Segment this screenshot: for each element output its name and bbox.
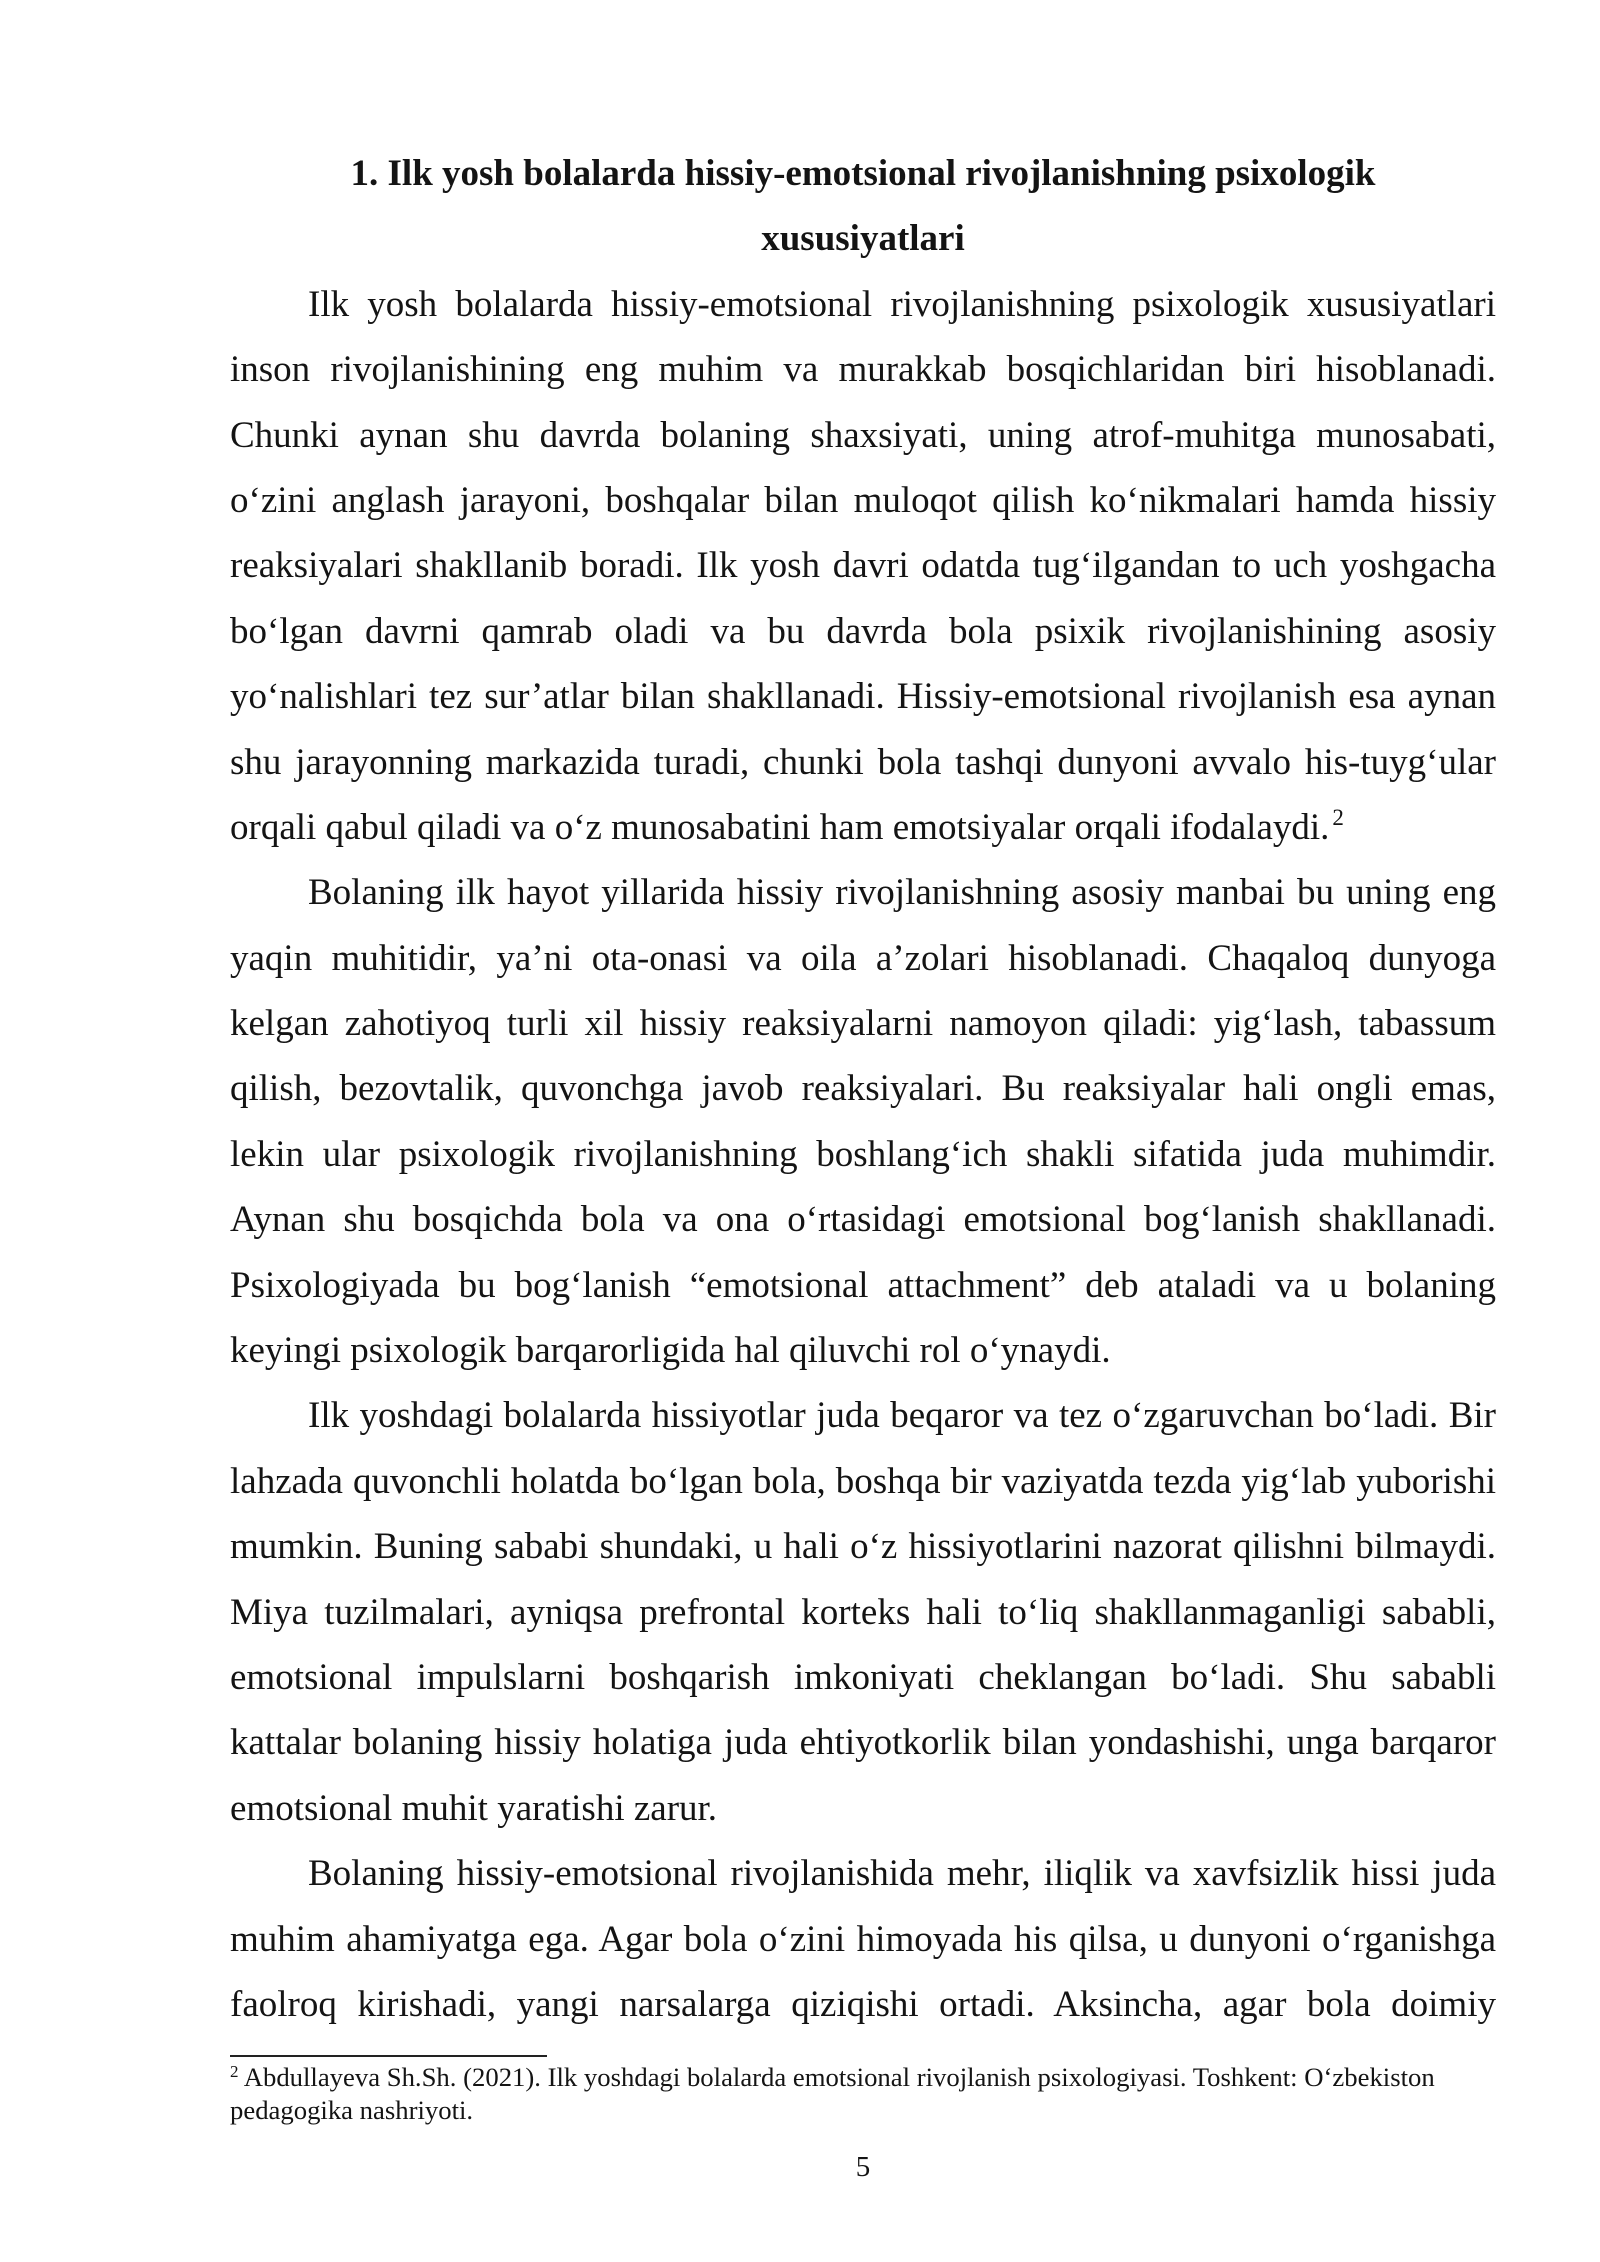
paragraph-line: emotsional impulslarni boshqarish imkoniyati cheklangan bo‘ladi. Shu sababli xyxy=(230,1656,1496,1698)
paragraph-line: faolroq kirishadi, yangi narsalarga qiziqishi ortadi. Aksincha, agar bola doimiy xyxy=(230,1983,1496,2025)
paragraph-line: Psixologiyada bu bog‘lanish “emotsional attachment” deb ataladi va u bolaning xyxy=(230,1264,1496,1306)
paragraph-line: Miya tuzilmalari, ayniqsa prefrontal korteks hali to‘liq shakllanmaganligi sababli, xyxy=(230,1591,1496,1633)
paragraph xyxy=(230,860,1496,1383)
paragraph-line: kattalar bolaning hissiy holatiga juda ehtiyotkorlik bilan yondashishi, unga barqaror xyxy=(230,1722,1496,1764)
paragraph-line: lekin ular psixologik rivojlanishning boshlang‘ich shakli sifatida juda muhimdir. xyxy=(230,1133,1496,1175)
section-heading-line: xususiyatlari xyxy=(761,218,965,260)
paragraph-line: mumkin. Buning sababi shundaki, u hali o‘z hissiyotlarini nazorat qilishni bilmaydi. xyxy=(230,1526,1496,1568)
paragraph-line: Chunki aynan shu davrda bolaning shaxsiyati, uning atrof-muhitga munosabati, xyxy=(230,414,1496,456)
paragraph-line xyxy=(230,795,1496,860)
footnote-separator xyxy=(230,2055,547,2057)
section-heading-line: 1. Ilk yosh bolalarda hissiy-emotsional rivojlanishning psixologik xyxy=(350,153,1376,194)
section-heading xyxy=(230,141,1496,272)
paragraph-line: Bolaning hissiy-emotsional rivojlanishida mehr, iliqlik va xavfsizlik hissi juda xyxy=(308,1853,1496,1895)
paragraph-line: yo‘nalishlari tez sur’atlar bilan shakllanadi. Hissiy-emotsional rivojlanish esa aynan xyxy=(230,676,1496,718)
paragraph-line-text: orqali qabul qiladi va o‘z munosabatini ham emotsiyalar orqali ifodalaydi. xyxy=(230,806,1330,848)
paragraph-line: keyingi psixologik barqarorligida hal qiluvchi rol o‘ynaydi. xyxy=(230,1330,1111,1372)
paragraph-line: Ilk yoshdagi bolalarda hissiyotlar juda beqaror va tez o‘zgaruvchan bo‘ladi. Bir xyxy=(308,1395,1496,1437)
footnote-marker: 2 xyxy=(230,2062,239,2081)
paragraph-line: inson rivojlanishining eng muhim va murakkab bosqichlaridan biri hisoblanadi. xyxy=(230,349,1496,391)
paragraph-line: reaksiyalari shakllanib boradi. Ilk yosh davri odatda tug‘ilgandan to uch yoshgacha xyxy=(230,545,1496,587)
paragraph-line: Ilk yosh bolalarda hissiy-emotsional rivojlanishning psixologik xususiyatlari xyxy=(308,283,1496,325)
paragraph-line: bo‘lgan davrni qamrab oladi va bu davrda bola psixik rivojlanishining asosiy xyxy=(230,610,1496,652)
paragraph-line: Aynan shu bosqichda bola va ona o‘rtasidagi emotsional bog‘lanish shakllanadi. xyxy=(230,1199,1496,1241)
paragraph xyxy=(230,272,1496,861)
page-number: 5 xyxy=(855,2151,871,2183)
paragraph-line: lahzada quvonchli holatda bo‘lgan bola, boshqa bir vaziyatda tezda yig‘lab yuborishi xyxy=(230,1460,1496,1502)
paragraph-line: Bolaning ilk hayot yillarida hissiy rivojlanishning asosiy manbai bu uning eng xyxy=(308,872,1496,914)
footnote-line xyxy=(230,2061,1496,2094)
document-body xyxy=(230,141,1496,2037)
paragraph-line: yaqin muhitidir, ya’ni ota-onasi va oila a’zolari hisoblanadi. Chaqaloq dunyoga xyxy=(230,937,1496,979)
paragraph-line: shu jarayonning markazida turadi, chunki bola tashqi dunyoni avvalo his-tuyg‘ular xyxy=(230,741,1496,783)
paragraph-line: qilish, bezovtalik, quvonchga javob reaksiyalari. Bu reaksiyalar hali ongli emas, xyxy=(230,1068,1496,1110)
footnote-reference: 2 xyxy=(1332,804,1344,830)
paragraph xyxy=(230,1383,1496,1841)
paragraph-line: emotsional muhit yaratishi zarur. xyxy=(230,1787,718,1829)
paragraph-line: o‘zini anglash jarayoni, boshqalar bilan muloqot qilish ko‘nikmalari hamda hissiy xyxy=(230,479,1496,521)
footnote-line-text: Abdullayeva Sh.Sh. (2021). Ilk yoshdagi bolalarda emotsional rivojlanish psixologiyasi. Toshkent: O‘zbekiston xyxy=(243,2062,1435,2092)
paragraph-line: muhim ahamiyatga ega. Agar bola o‘zini himoyada his qilsa, u dunyoni o‘rganishga xyxy=(230,1918,1496,1960)
footnote-line: pedagogika nashriyoti. xyxy=(230,2095,474,2125)
footnote xyxy=(230,2061,1496,2127)
paragraph xyxy=(230,1841,1496,2037)
paragraph-line: kelgan zahotiyoq turli xil hissiy reaksiyalarni namoyon qiladi: yig‘lash, tabassum xyxy=(230,1003,1496,1045)
